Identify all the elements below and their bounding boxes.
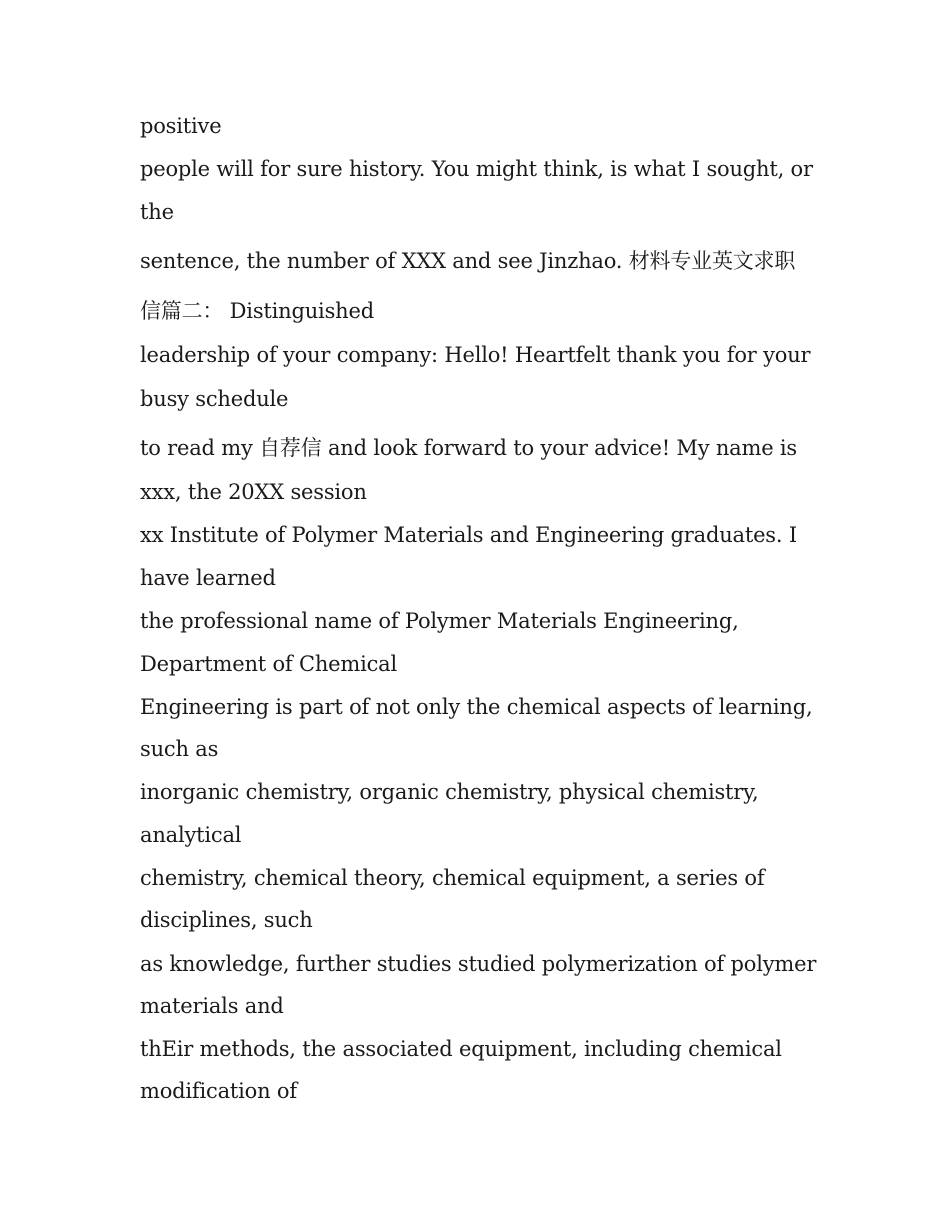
text-line: positive — [140, 114, 222, 138]
text-line: have learned — [140, 566, 276, 590]
text-line: inorganic chemistry, organic chemistry, physical chemistry, — [140, 780, 759, 804]
text-line: xx Institute of Polymer Materials and Engineering graduates. I — [140, 523, 797, 547]
text-line: sentence, the number of XXX and see Jinzhao. 材料专业英文求职 — [140, 249, 796, 273]
text-line: chemistry, chemical theory, chemical equipment, a series of — [140, 866, 765, 890]
text-line: xxx, the 20XX session — [140, 480, 367, 504]
text-line: Engineering is part of not only the chemical aspects of learning, — [140, 695, 813, 719]
text-line: disciplines, such — [140, 908, 313, 932]
text-line: modification of — [140, 1079, 297, 1103]
text-line: materials and — [140, 994, 284, 1018]
text-line: 信篇二： Distinguished — [140, 299, 374, 323]
text-line: leadership of your company: Hello! Heartfelt thank you for your — [140, 343, 811, 367]
text-line: the — [140, 200, 174, 224]
text-line: to read my 自荐信 and look forward to your advice! My name is — [140, 436, 798, 460]
text-line: thEir methods, the associated equipment, including chemical — [140, 1037, 782, 1061]
text-line: analytical — [140, 823, 242, 847]
text-line: Department of Chemical — [140, 652, 398, 676]
text-line: people will for sure history. You might think, is what I sought, or — [140, 157, 813, 181]
text-line: such as — [140, 737, 219, 761]
text-line: the professional name of Polymer Materials Engineering, — [140, 609, 739, 633]
text-line: as knowledge, further studies studied polymerization of polymer — [140, 952, 817, 976]
text-line: busy schedule — [140, 387, 289, 411]
